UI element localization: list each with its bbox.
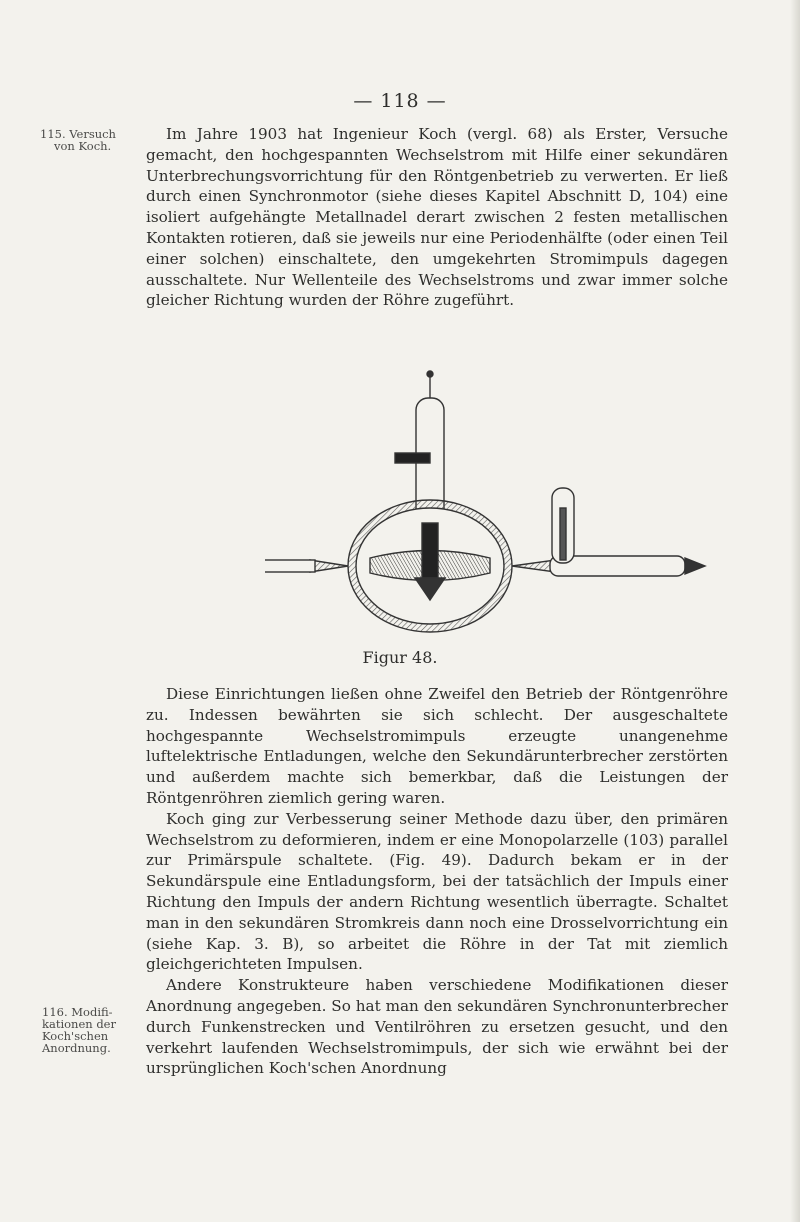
margin-note-line: Koch'schen bbox=[42, 1029, 109, 1043]
margin-note-line: Anordnung. bbox=[42, 1041, 111, 1055]
margin-note-line: von Koch. bbox=[54, 139, 112, 153]
paragraph-1-block bbox=[146, 124, 728, 311]
margin-note-115 bbox=[40, 128, 116, 152]
x-ray-tube-drawing bbox=[265, 368, 725, 640]
paragraph: Koch ging zur Verbesserung seiner Methode dazu über, den primären Wechselstrom zu deformieren, indem er eine Monopolarzelle (103) parallel zur Primärspule schaltete. (Fig. 49). Dadurch bekam er in der Sekundärspule eine Entladungsform, bei der tatsächlich der Impuls einer Richtung den Impuls der andern Richtung wesentlich überragte. Schaltet man in den sekundären Stromkreis dann noch eine Drosselvorrichtung ein (siehe Kap. 3. B), so arbeitet die Röhre in der Tat mit ziemlich gleichgerichteten Impulsen. bbox=[146, 809, 728, 974]
paragraph-2-block bbox=[146, 684, 728, 1079]
paragraph: Diese Einrichtungen ließen ohne Zweifel den Betrieb der Röntgenröhre zu. Indessen bewährten sie sich schlecht. Der ausgeschaltete hochgespannte Wechselstromimpuls erzeugte unangenehme luftelektrische Entladungen, welche den Sekundärunterbrecher zerstörten und außerdem machte sich bemerkbar, daß die Leistungen der Röntgenröhren ziemlich gering waren. bbox=[146, 685, 728, 807]
margin-note-line: 116. Modifi- bbox=[42, 1005, 113, 1019]
margin-note-line: kationen der bbox=[42, 1017, 116, 1031]
page-number: — 118 — bbox=[353, 90, 447, 112]
paragraph: Im Jahre 1903 hat Ingenieur Koch (vergl. 68) als Erster, Versuche gemacht, den hochgespannten Wechselstrom mit Hilfe einer sekundären Unterbrechungsvorrichtung für den Röntgenbetrieb zu verwerten. Er ließ durch einen Synchronmotor (siehe dieses Kapitel Abschnitt D, 104) eine isoliert aufgehängte Metallnadel derart zwischen 2 festen metallischen Kontakten rotieren, daß sie jeweils nur eine Periodenhälfte (oder einen Teil einer solchen) einschaltete, den umgekehrten Stromimpuls dagegen ausschaltete. Nur Wellenteile des Wechselstroms und zwar immer solche gleicher Richtung wurden der Röhre zugeführt. bbox=[146, 125, 728, 310]
margin-note-line: 115. Versuch bbox=[40, 127, 116, 141]
paragraph: Andere Konstrukteure haben verschiedene Modifikationen dieser Anordnung angegeben. So hat man den sekundären Synchronunterbrecher durch Funkenstrecken und Ventilröhren zu ersetzen gesucht, und den verkehrt laufenden Wechselstromimpuls, der sich wie erwähnt bei der ursprünglichen Koch'schen Anordnung bbox=[146, 976, 728, 1078]
page-edge-shadow bbox=[790, 0, 800, 1222]
figure-caption: Figur 48. bbox=[362, 648, 438, 667]
tube-body bbox=[265, 371, 705, 632]
margin-note-116 bbox=[42, 1006, 116, 1054]
